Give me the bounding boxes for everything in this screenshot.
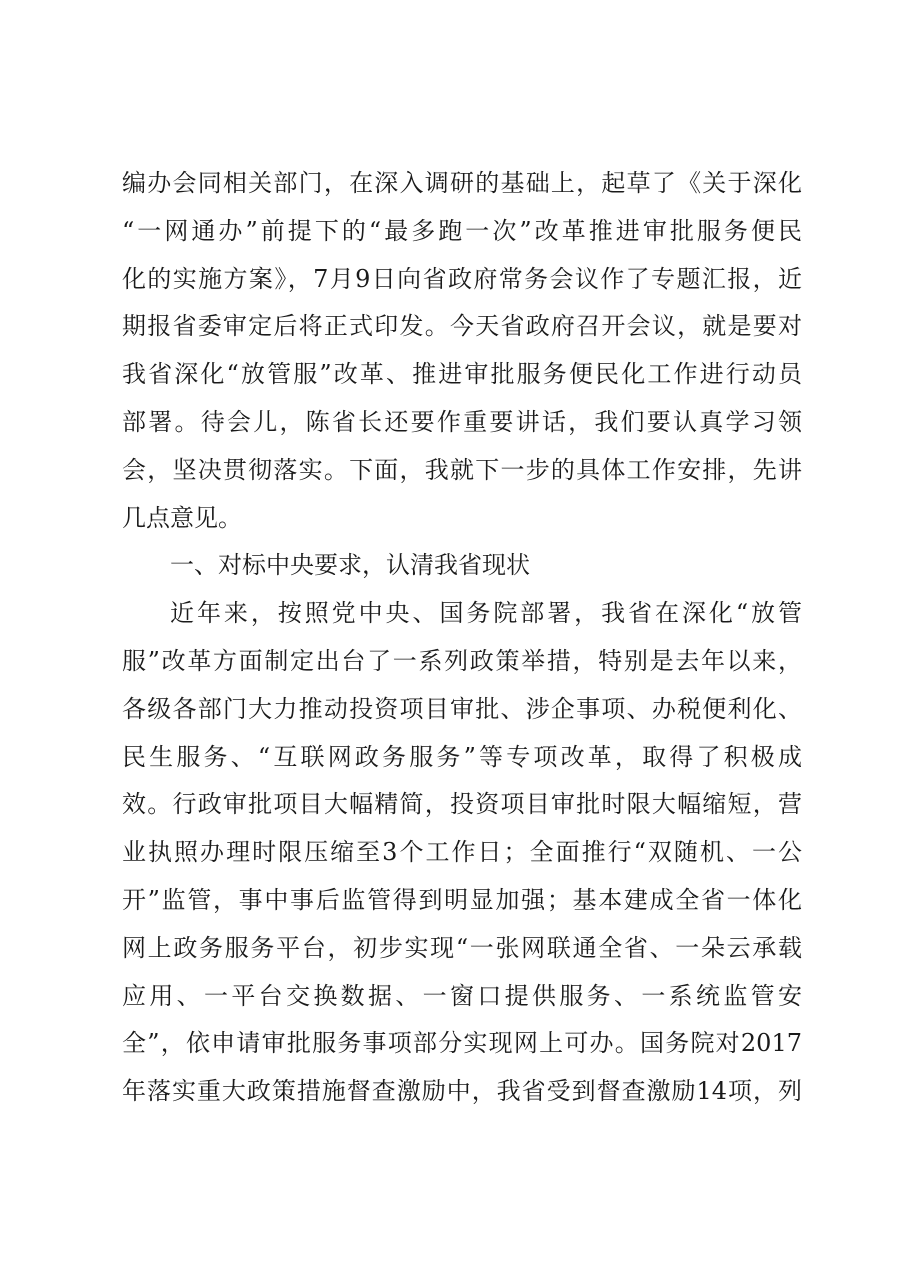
text-line: 会，坚决贯彻落实。下面，我就下一步的具体工作安排，先讲: [122, 455, 802, 484]
text-line: 各级各部门大力推动投资项目审批、涉企事项、办税便利化、: [122, 694, 802, 723]
text-line: 应用、一平台交换数据、一窗口提供服务、一系统监管安: [122, 981, 802, 1010]
section-heading: 一、对标中央要求，认清我省现状: [170, 551, 530, 580]
text-line: 几点意见。: [122, 503, 242, 532]
text-line: 业执照办理时限压缩至3个工作日；全面推行“双随机、一公: [122, 838, 802, 867]
text-line: “一网通办”前提下的“最多跑一次”改革推进审批服务便民: [122, 216, 802, 245]
document-body: [122, 160, 802, 1116]
paragraph-intro: [122, 160, 802, 542]
text-line: 期报省委审定后将正式印发。今天省政府召开会议，就是要对: [122, 312, 802, 341]
text-line: 民生服务、“互联网政务服务”等专项改革，取得了积极成: [122, 742, 802, 771]
text-line: 全”，依申请审批服务事项部分实现网上可办。国务院对2017: [122, 1029, 802, 1058]
text-line: 部署。待会儿，陈省长还要作重要讲话，我们要认真学习领: [122, 407, 802, 436]
text-line: 效。行政审批项目大幅精简，投资项目审批时限大幅缩短，营: [122, 790, 802, 819]
text-line: 年落实重大政策措施督查激励中，我省受到督查激励14项，列: [122, 1077, 802, 1106]
text-line: 近年来，按照党中央、国务院部署，我省在深化“放管: [170, 599, 802, 628]
text-line: 开”监管，事中事后监管得到明显加强；基本建成全省一体化: [122, 885, 802, 914]
text-line: 化的实施方案》，7月9日向省政府常务会议作了专题汇报，近: [122, 264, 802, 293]
text-line: 我省深化“放管服”改革、推进审批服务便民化工作进行动员: [122, 360, 802, 389]
text-line: 编办会同相关部门，在深入调研的基础上，起草了《关于深化: [122, 169, 802, 197]
text-line: 网上政务服务平台，初步实现“一张网联通全省、一朵云承载: [122, 933, 802, 962]
paragraph-status: [122, 590, 802, 1116]
text-line: 服”改革方面制定出台了一系列政策举措，特别是去年以来，: [122, 646, 802, 675]
